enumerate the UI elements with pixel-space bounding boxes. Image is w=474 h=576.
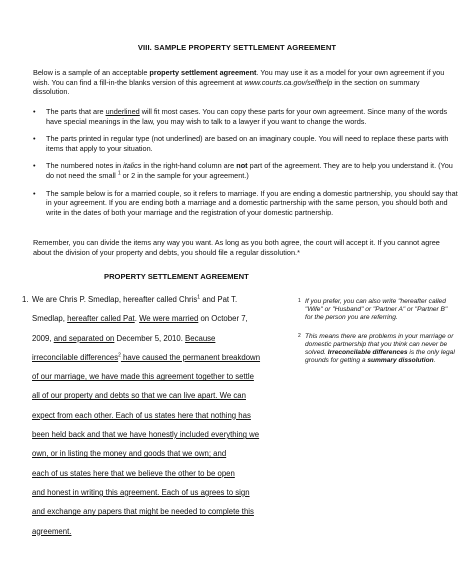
agreement-line (22, 329, 284, 348)
line-text: Smedlap, (32, 314, 68, 324)
side-notes (296, 298, 456, 375)
list-item-text: will fit most cases. You can copy these parts for your own agreement. Since many of the words have special meanings in the law, you may wish to talk to a lawyer if you want to change the words. (46, 107, 448, 126)
courts-url: www.courts.ca.gov/selfhelp (244, 77, 333, 87)
line-text-underlined: irreconcilable differences (32, 352, 119, 362)
intro-bold-term: property settlement agreement (149, 68, 257, 77)
remember-paragraph: Remember, you can divide the items any way you want. As long as you both agree, the court will accept it. If you cannot agree about the division of your property and debts, you should file a regular dissolution.* (33, 238, 440, 257)
agreement-line: and honest in writing this agreement. Each of us agrees to sign (32, 487, 250, 497)
agreement-line: of our marriage, we have made this agreement together to settle (32, 372, 254, 382)
note-text: . (433, 357, 436, 365)
bullet-icon: • (33, 188, 36, 198)
intro-text: Below is a sample of an acceptable (33, 68, 150, 77)
note-bold-term: Irreconcilable differences (327, 349, 408, 357)
footnote-ref: 2 (118, 352, 121, 359)
list-item-text: The sample below is for a married couple, so it refers to marriage. If you are ending a domestic partnership, you should say that in your agreement. If you are ending both a marriage and a domestic partnership with the same person, you should both and write in the dates of both your marriage and the registration of your domestic partnership. (46, 188, 458, 217)
bullet-icon: • (33, 107, 36, 116)
bullet-icon: • (33, 161, 36, 171)
agreement-line (22, 348, 284, 367)
line-text: We are Chris P. Smedlap, hereafter called Chris (32, 295, 198, 304)
line-text-underlined: hereafter called Pat (67, 314, 135, 324)
list-item (33, 189, 458, 218)
instruction-list (33, 107, 458, 225)
list-item (33, 161, 458, 180)
line-text: and Pat T. (200, 295, 238, 304)
list-item-text: in the right-hand column are (141, 161, 237, 171)
clause-number: 1. (22, 295, 29, 304)
line-text-underlined: have caused the permanent breakdown (120, 352, 261, 362)
italic-word: italics (123, 161, 142, 171)
note-text: If you prefer, you can also write "hereafter called "Wife" or "Husband" or "Partner A" or "Partner B" for the person you are referring. (305, 298, 448, 322)
list-item (33, 134, 458, 153)
intro-text-mid: . You may use it as a model for your own agreement if you wish. You can find a fill-in-the blanks version of this agreement at (33, 68, 445, 87)
agreement-line: agreement. (32, 526, 72, 536)
agreement-line: own, or in listing the money and goods that we own; and (32, 449, 227, 459)
intro-paragraph (33, 68, 453, 97)
line-text: December 5, 2010. (114, 333, 186, 343)
agreement-title: PROPERTY SETTLEMENT AGREEMENT (104, 272, 249, 281)
note-bold-term: summary dissolution (367, 357, 434, 365)
agreement-line (22, 309, 284, 328)
superscript: 1 (117, 170, 121, 177)
note-text: is the only legal grounds for getting a (305, 349, 455, 365)
line-text: 2009, (32, 333, 54, 343)
list-item-text: The parts printed in regular type (not underlined) are based on an imaginary couple. You will need to replace these parts with items that apply to your situation. (46, 134, 449, 153)
bold-word: not (236, 161, 248, 171)
line-text-underlined: and separated on (53, 333, 115, 343)
intro-text-end: in the section on summary dissolution. (33, 77, 420, 97)
side-note: 1 If you prefer, you can also write "hereafter called "Wife" or "Husband" or "Partner A" or "Partner B" for the person you are referring. (298, 298, 448, 322)
side-note: 2 This means there are problems in your marriage or domestic partnership that you think can never be solved. Irreconcilable differences is the only legal grounds for getting a summary dissolution. (298, 332, 455, 365)
list-item-text: The numbered notes in (46, 161, 124, 171)
agreement-line (22, 290, 284, 309)
footnote-ref: 1 (197, 294, 201, 301)
note-text: This means there are problems in your marriage or domestic partnership that you think can never be solved. (305, 332, 454, 357)
agreement-line: each of us states here that we believe the other to be open (32, 468, 235, 478)
list-item (33, 107, 458, 126)
agreement-body (22, 290, 284, 541)
agreement-line: and exchange any papers that might be needed to complete this (32, 507, 254, 517)
agreement-line: expect from each other. Each of us states here that nothing has (32, 410, 251, 420)
line-text: . (134, 314, 140, 324)
list-item-text: The parts that are (46, 107, 106, 116)
underlined-word: underlined (105, 107, 140, 116)
section-heading: VIII. SAMPLE PROPERTY SETTLEMENT AGREEMENT (137, 43, 337, 52)
line-text-underlined: We were married (139, 314, 199, 324)
bullet-icon: • (33, 134, 36, 144)
line-text: on October 7, (198, 314, 248, 324)
list-item-text: or 2 in the sample for your agreement.) (120, 170, 249, 180)
agreement-line: been held back and that we have honestly included everything we (32, 430, 260, 440)
line-text-underlined: Because (185, 333, 216, 343)
agreement-line: all of our property and debts so that we can live apart. We can (32, 391, 246, 401)
list-item-text: part of the agreement. They are to help you understand it. (You do not need the small (46, 161, 453, 180)
